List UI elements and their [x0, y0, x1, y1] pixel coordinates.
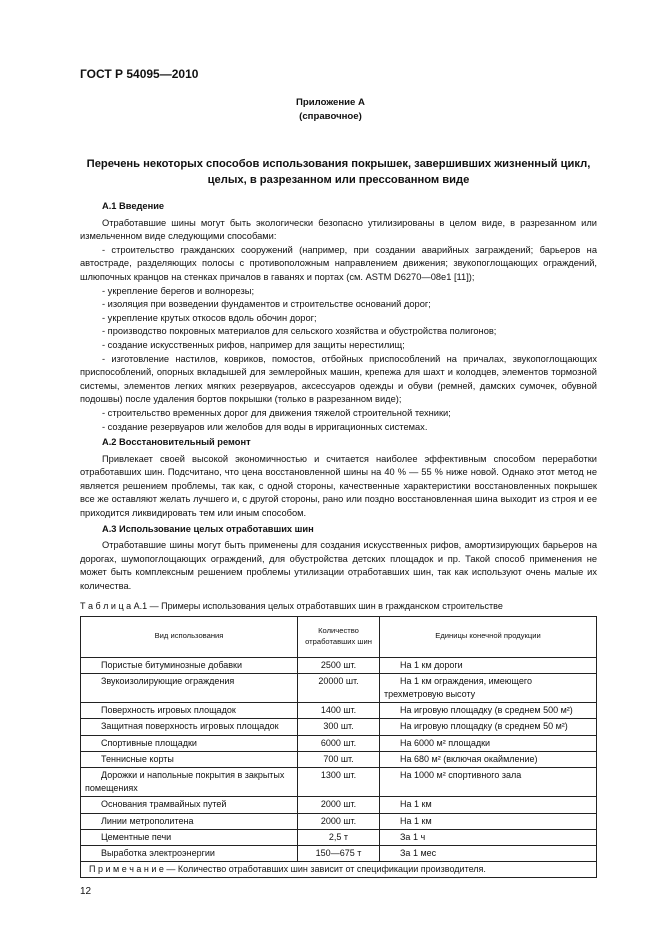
section-heading: А.1 Введение — [102, 201, 165, 211]
column-header: Количество отработавших шин — [298, 616, 380, 657]
paragraph: - производство покровных материалов для сельского хозяйства и обустройства полигонов; — [102, 326, 497, 337]
table-row — [81, 797, 597, 813]
table-cell: 150—675 т — [298, 846, 380, 862]
table-cell: Спортивные площадки — [81, 735, 298, 751]
table-cell: Линии метрополитена — [81, 813, 298, 829]
paragraph: Отработавшие шины могут быть применены для создания искусственных рифов, амортизирующих барьеров на дорогах, шумопоглощающих ограждений, для обустройства детских площадок и пр. Такой способ применения не может быть комплексным решением проблемы утилизации отработавших шин, так как используют очень малые их количества. — [80, 540, 597, 592]
paragraph: - изготовление настилов, ковриков, помостов, отбойных приспособлений на причалах, звукопоглощающих приспособлений, опорных вкладышей для землеройных машин, крепежа для шахт и колодцев, элементов тормозной системы, элементов легких мягких резервуаров, аксессуаров одежды и обуви (ремней, дамских сумочек, обувной подошвы) после удаления бортов покрышки (только в разрезанном виде); — [80, 353, 597, 405]
body-text — [80, 200, 597, 594]
table-cell: Пористые битуминозные добавки — [81, 657, 298, 673]
table-row — [81, 735, 597, 751]
paragraph: - изоляция при возведении фундаментов и строительстве оснований дорог; — [102, 299, 431, 310]
table-cell: На 1 км — [380, 813, 597, 829]
document-header: ГОСТ Р 54095—2010 — [80, 67, 199, 81]
table-cell: На 6000 м² площадки — [380, 735, 597, 751]
table-cell: На 1000 м² спортивного зала — [380, 768, 597, 797]
table-cell: На 680 м² (включая окаймление) — [380, 751, 597, 767]
table-row — [81, 657, 597, 673]
table-cell: 1400 шт. — [298, 703, 380, 719]
table-cell: Выработка электроэнергии — [81, 846, 298, 862]
paragraph: - строительство гражданских сооружений (например, при создании аварийных заграждений; барьеров на автостраде, разделяющих полосы с противоположным направлением движения; звукопоглощающих ограждений, шлюпочных кранцов на стенках причалов в гаванях и портах (см. ASTM D6270—08е1 [11]); — [80, 244, 597, 282]
column-header: Единицы конечной продукции — [380, 616, 597, 657]
table-cell: На игровую площадку (в среднем 500 м²) — [380, 703, 597, 719]
paragraph: - укрепление берегов и волнорезы; — [102, 285, 255, 296]
paragraph: - укрепление крутых откосов вдоль обочин дорог; — [102, 312, 317, 323]
paragraph: - строительство временных дорог для движения тяжелой строительной техники; — [102, 407, 451, 418]
table-cell: На 1 км — [380, 797, 597, 813]
table-cell: Поверхность игровых площадок — [81, 703, 298, 719]
section-heading: А.3 Использование целых отработавших шин — [102, 523, 314, 534]
column-header: Вид использования — [81, 616, 298, 657]
table-cell: Защитная поверхность игровых площадок — [81, 719, 298, 735]
table-cell: Теннисные корты — [81, 751, 298, 767]
table-cell: Звукоизолирующие ограждения — [81, 673, 298, 702]
table-cell: 2500 шт. — [298, 657, 380, 673]
table-note: П р и м е ч а н и е — Количество отработавших шин зависит от спецификации производителя. — [81, 862, 597, 878]
table-row — [81, 829, 597, 845]
table-cell: 20000 шт. — [298, 673, 380, 702]
table-row — [81, 862, 597, 878]
table-cell: 700 шт. — [298, 751, 380, 767]
table-cell: На игровую площадку (в среднем 50 м²) — [380, 719, 597, 735]
appendix-subtitle: (справочное) — [299, 111, 362, 122]
table-cell: Цементные печи — [81, 829, 298, 845]
table-cell: 2000 шт. — [298, 813, 380, 829]
table-cell: 1300 шт. — [298, 768, 380, 797]
table-cell: 2,5 т — [298, 829, 380, 845]
table-cell: За 1 мес — [380, 846, 597, 862]
page-title: Перечень некоторых способов использования покрышек, завершивших жизненный цикл, целых, в разрезанном или прессованном виде — [86, 158, 591, 186]
table-row — [81, 768, 597, 797]
table-caption: Т а б л и ц а А.1 — Примеры использования целых отработавших шин в гражданском строительстве — [80, 600, 503, 611]
table-row — [81, 846, 597, 862]
table-cell: За 1 ч — [380, 829, 597, 845]
page-number: 12 — [80, 886, 92, 898]
paragraph: Отработавшие шины могут быть экологически безопасно утилизированы в целом виде, в разрезанном или измельченном виде следующими способами: — [80, 217, 597, 242]
usage-table — [80, 616, 597, 879]
table-row — [81, 813, 597, 829]
page-content — [80, 198, 597, 898]
table-row — [81, 703, 597, 719]
table-cell: 6000 шт. — [298, 735, 380, 751]
table-cell: 2000 шт. — [298, 797, 380, 813]
appendix-title: Приложение А — [296, 97, 365, 108]
table-cell: Дорожки и напольные покрытия в закрытых помещениях — [81, 768, 298, 797]
table-row — [81, 719, 597, 735]
table-row — [81, 673, 597, 702]
table-cell: 300 шт. — [298, 719, 380, 735]
table-cell: На 1 км дороги — [380, 657, 597, 673]
paragraph: Привлекает своей высокой экономичностью и считается наиболее эффективным способом переработки отработавших шин. Подсчитано, что цена восстановленной шины на 40 % — 55 % ниже новой. Однако этот метод не является решением проблемы, так как, с одной стороны, качественные характеристики восстановленных покрышек все же оставляют желать лучшего и, с другой стороны, рано или поздно восстановленная шина выходит из строя и ее приходится ликвидировать тем или иным способом. — [80, 453, 597, 519]
table-row — [81, 751, 597, 767]
table-cell: На 1 км ограждения, имеющего трехметровую высоту — [380, 673, 597, 702]
table-cell: Основания трамвайных путей — [81, 797, 298, 813]
paragraph: - создание резервуаров или желобов для воды в ирригационных системах. — [102, 421, 428, 432]
paragraph: - создание искусственных рифов, например для защиты нерестилищ; — [102, 339, 405, 350]
section-heading: А.2 Восстановительный ремонт — [102, 437, 251, 448]
